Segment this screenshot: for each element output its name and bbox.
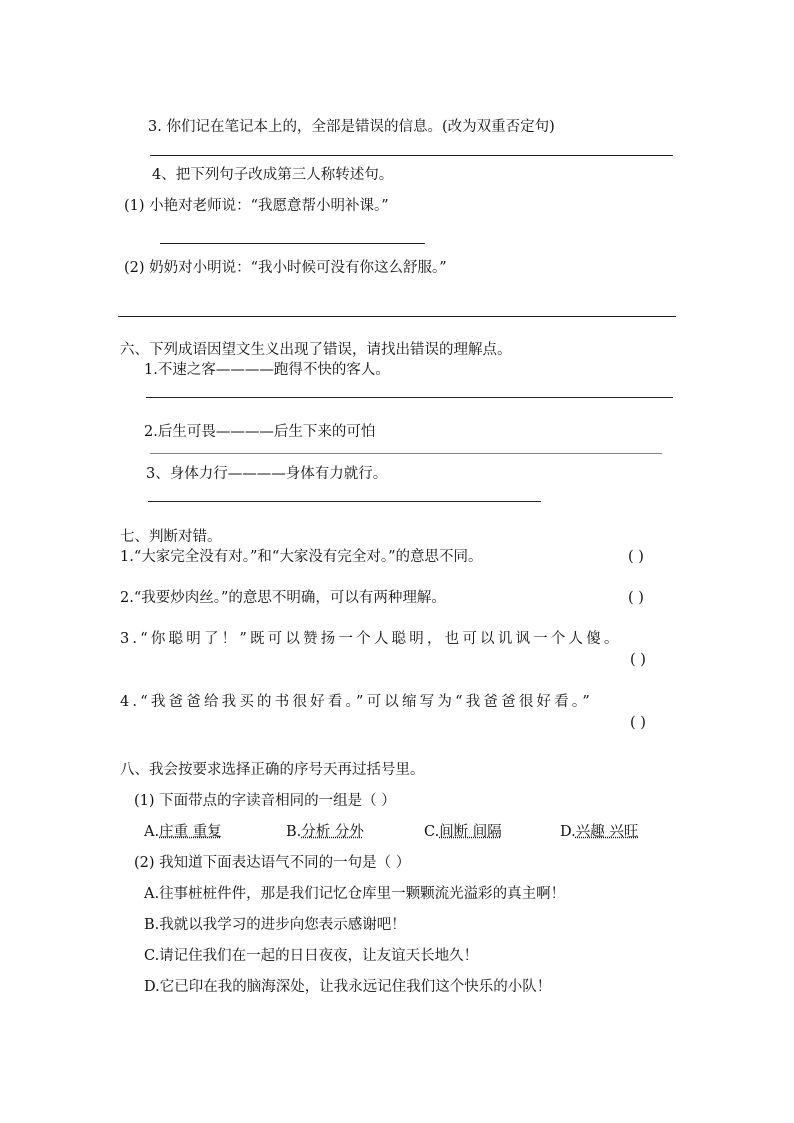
judge-item-1: 1.“大家完全没有对。”和“大家没有完全对。”的意思不同。 [120, 549, 483, 565]
judge-paren-3[interactable]: ( ) [630, 652, 646, 668]
option-letter: A. [144, 824, 160, 840]
option-b[interactable]: B.我就以我学习的进步向您表示感谢吧！ [144, 917, 406, 933]
question-5-3: 3. 你们记在笔记本上的，全部是错误的信息。(改为双重否定句) [148, 119, 555, 135]
question-5-4-1: (1) 小艳对老师说：“我愿意帮小明补课。” [124, 198, 389, 214]
idiom-item-2: 2.后生可畏————后生下来的可怕 [144, 424, 376, 440]
question-5-4-2: (2) 奶奶对小明说：“我小时候可没有你这么舒服。” [124, 260, 447, 276]
answer-line[interactable] [146, 397, 673, 398]
option-d[interactable]: D.它已印在我的脑海深处，让我永远记住我们这个快乐的小队！ [144, 979, 552, 995]
option-words: 兴趣 兴旺 [575, 824, 639, 840]
choice-question-2: (2) 我知道下面表达语气不同的一句是（ ） [134, 855, 411, 871]
judge-item-4: 4.“我爸爸给我买的书很好看。”可以缩写为“我爸爸很好看。” [120, 694, 593, 710]
option-a[interactable] [144, 823, 222, 841]
option-d[interactable] [560, 823, 638, 841]
option-letter: B. [286, 824, 302, 840]
option-c[interactable] [424, 823, 502, 841]
question-5-4: 4、把下列句子改成第三人称转述句。 [152, 167, 394, 183]
answer-line[interactable] [148, 501, 541, 502]
option-letter: C. [424, 824, 440, 840]
judge-item-3: 3.“你聪明了！”既可以赞扬一个人聪明，也可以讥讽一个人傻。 [120, 631, 622, 647]
section-8-heading: 八、我会按要求选择正确的序号天再过括号里。 [120, 762, 425, 778]
section-7-heading: 七、判断对错。 [120, 529, 222, 545]
judge-paren-2[interactable]: ( ) [628, 590, 644, 606]
judge-paren-4[interactable]: ( ) [630, 715, 646, 731]
judge-paren-1[interactable]: ( ) [628, 549, 644, 565]
option-c[interactable]: C.请记住我们在一起的日日夜夜，让友谊天长地久！ [144, 948, 479, 964]
option-words: 庄重 重复 [159, 824, 222, 840]
option-words: 分析 分外 [301, 824, 364, 840]
idiom-item-1: 1.不速之客————跑得不快的客人。 [144, 362, 390, 378]
option-words: 间断 间隔 [439, 824, 502, 840]
option-b[interactable] [286, 823, 364, 841]
section-6-heading: 六、下列成语因望文生义出现了错误，请找出错误的理解点。 [120, 342, 512, 358]
option-a[interactable]: A.往事桩桩件件，那是我们记忆仓库里一颗颗流光溢彩的真主啊！ [144, 886, 566, 902]
judge-item-2: 2.“我要炒肉丝。”的意思不明确，可以有两种理解。 [120, 590, 446, 606]
answer-line[interactable] [150, 155, 673, 156]
answer-line[interactable] [150, 453, 662, 454]
answer-line[interactable] [118, 316, 676, 317]
choice-question-1: (1) 下面带点的字读音相同的一组是（ ） [134, 793, 396, 809]
answer-line[interactable] [160, 243, 425, 244]
idiom-item-3: 3、身体力行————身体有力就行。 [146, 466, 388, 482]
option-letter: D. [560, 824, 576, 840]
